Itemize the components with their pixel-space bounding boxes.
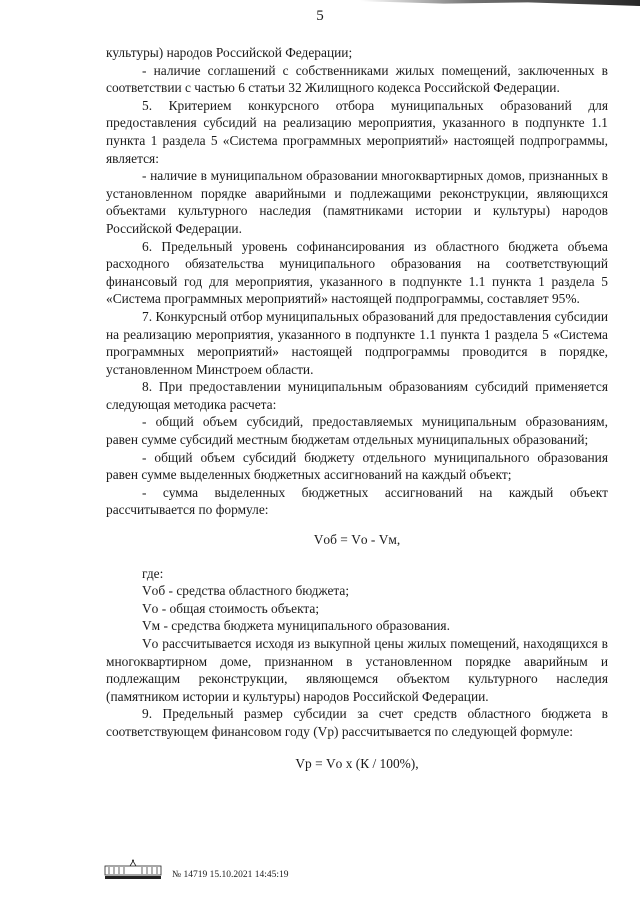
formula: Vр = Vо х (К / 100%), — [295, 755, 419, 771]
formula-definition: Vо - общая стоимость объекта; — [142, 600, 320, 616]
formula-definition: Vоб - средства областного бюджета; — [142, 583, 350, 599]
page-number: 5 — [316, 8, 324, 24]
list-item: - сумма выделенных бюджетных ассигнований на каждый объект рассчитывается по формуле: — [106, 484, 608, 518]
registration-stamp — [104, 856, 288, 880]
paragraph: Vо рассчитывается исходя из выкупной цены жилых помещений, находящихся в многоквартирном доме, признанном в установленном порядке аварийным и подлежащим реконструкции, являющемся объектом культурного наследия (памятником истории и культуры) народов Российской Федерации. — [106, 636, 608, 704]
paragraph: 9. Предельный размер субсидии за счет средств областного бюджета в соответствующем финансовом году (Vр) рассчитывается по следующей формуле: — [106, 706, 608, 739]
paragraph: 5. Критерием конкурсного отбора муниципальных образований для предоставления субсидий на реализацию мероприятия, указанного в подпункте 1.1 пункта 1 раздела 5 «Система программных мероприятий» настоящей подпрограммы, является: — [106, 97, 608, 166]
formula-where-label: где: — [142, 565, 164, 581]
scan-edge-artifact — [360, 0, 640, 6]
list-item: - общий объем субсидий бюджету отдельного муниципального образования равен сумме выделенных бюджетных ассигнований на каждый объект; — [106, 449, 608, 483]
document-body — [106, 44, 608, 772]
paragraph: культуры) народов Российской Федерации; — [106, 45, 353, 60]
list-item: - наличие в муниципальном образовании многоквартирных домов, признанных в установленном порядке аварийными и подлежащими реконструкции, являющихся объектами культурного наследия (памятниками истории и культуры) народов Российской Федерации. — [106, 168, 608, 236]
list-item: - наличие соглашений с собственниками жилых помещений, заключенных в соответствии с частью 6 статьи 32 Жилищного кодекса Российской Федерации. — [106, 62, 608, 96]
paragraph: 7. Конкурсный отбор муниципальных образований для предоставления субсидии на реализацию мероприятия, указанного в подпункте 1.1 пункта 1 раздела 5 «Система программных мероприятий» настоящей подпрограммы проводится в порядке, установленном Минстроем области. — [106, 308, 608, 377]
list-item: - общий объем субсидий, предоставляемых муниципальным образованиям, равен сумме субсидий местным бюджетам отдельных муниципальных образований; — [106, 414, 608, 448]
formula-definition: Vм - средства бюджета муниципального образования. — [142, 618, 450, 634]
building-emblem-icon — [104, 858, 162, 880]
paragraph: 6. Предельный уровень софинансирования из областного бюджета объема расходного обязательства муниципального образования на соответствующий финансовый год для мероприятия, указанного в подпункте 1.1 пункта 1 раздела 5 «Система программных мероприятий» настоящей подпрограммы, составляет 95%. — [106, 238, 608, 307]
formula: Vоб = Vо - Vм, — [313, 532, 401, 548]
paragraph: 8. При предоставлении муниципальным образованиям субсидий применяется следующая методика расчета: — [106, 379, 608, 412]
registration-info: № 14719 15.10.2021 14:45:19 — [172, 870, 289, 880]
